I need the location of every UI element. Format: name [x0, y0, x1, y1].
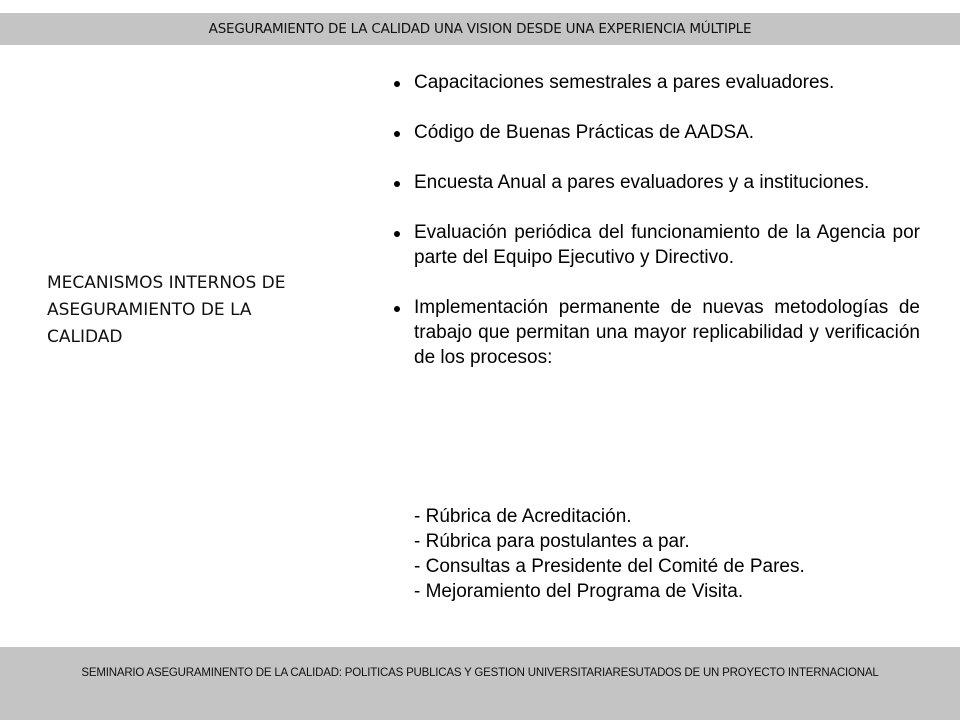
section-heading-line: ASEGURAMIENTO DE LA: [47, 300, 252, 320]
bullet-text: Código de Buenas Prácticas de AADSA.: [414, 122, 755, 143]
bullet-item: [394, 220, 920, 270]
sub-item: - Rúbrica de Acreditación.: [414, 506, 632, 527]
bullet-item: [394, 170, 920, 195]
bullet-dot-icon: [394, 231, 400, 237]
footer-bar: [0, 647, 960, 720]
bullet-text: Evaluación periódica del funcionamiento de la Agencia por parte del Equipo Ejecutivo y Directivo.: [414, 222, 920, 268]
bullet-dot-icon: [394, 131, 400, 137]
bullet-dot-icon: [394, 306, 400, 312]
bullet-item: [394, 70, 920, 95]
section-heading-line: MECANISMOS INTERNOS DE: [47, 273, 286, 293]
footer-text: SEMINARIO ASEGURAMINENTO DE LA CALIDAD: POLITICAS PUBLICAS Y GESTION UNIVERSITARIARESUTADOS DE UN PROYECTO INTERNACIONAL: [81, 667, 879, 679]
bullet-dot-icon: [394, 181, 400, 187]
section-heading-line: CALIDAD: [47, 327, 123, 347]
bullet-text: Capacitaciones semestrales a pares evaluadores.: [414, 72, 835, 93]
header-bar: [0, 13, 960, 45]
sub-item: - Mejoramiento del Programa de Visita.: [414, 581, 744, 602]
bullet-text: Encuesta Anual a pares evaluadores y a instituciones.: [414, 172, 870, 193]
bullet-dot-icon: [394, 81, 400, 87]
section-heading: [47, 270, 347, 351]
sub-item: - Consultas a Presidente del Comité de Pares.: [414, 556, 805, 577]
sub-item: - Rúbrica para postulantes a par.: [414, 531, 690, 552]
bullet-item: [394, 120, 920, 145]
bullet-text: Implementación permanente de nuevas metodologías de trabajo que permitan una mayor replicabilidad y verificación de los procesos:: [414, 297, 920, 368]
sub-item-list: [414, 504, 805, 604]
slide-title: ASEGURAMIENTO DE LA CALIDAD UNA VISION DESDE UNA EXPERIENCIA MÚLTIPLE: [208, 21, 752, 37]
bullet-list: [394, 70, 920, 395]
bullet-item: [394, 295, 920, 370]
